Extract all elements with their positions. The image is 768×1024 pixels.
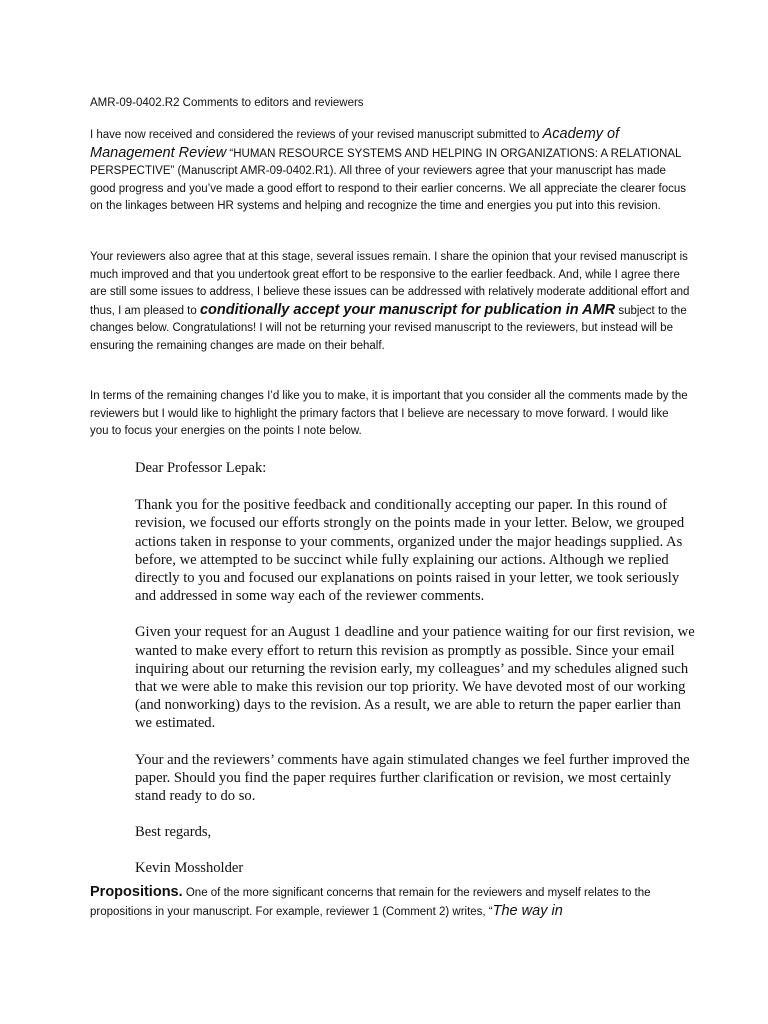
letter-signature: Kevin Mossholder [135, 860, 244, 877]
reviewer-quote: The way in [492, 902, 563, 919]
text-run: One of the more significant concerns that remain for the reviewers and myself relates to the propositions in your manuscript. For example, reviewer 1 (Comment 2) writes, “ [90, 887, 651, 918]
letter-paragraph-2: Given your request for an August 1 deadline and your patience waiting for our first revision, we wanted to make every effort to return this revision as promptly as possible. Since your email inquiring about our returning the revision early, my colleagues’ and my schedules aligned such that we were able to make this revision our top priority. We have devoted most of our working (and nonworking) days to the revision. As a result, we are able to return the paper earlier than we estimated. [135, 624, 695, 732]
propositions-heading: Propositions. [90, 884, 183, 900]
letter-paragraph-3: Your and the reviewers’ comments have again stimulated changes we feel further improved the paper. Should you find the paper requires further clarification or revision, we most certainly stand ready to do so. [135, 751, 690, 805]
propositions-section [90, 884, 690, 921]
paragraph-text: In terms of the remaining changes I’d like you to make, it is important that you consider all the comments made by the reviewers but I would like to highlight the primary factors that I believe are necessary to move forward. I would like you to focus your energies on the points I note below. [90, 390, 688, 438]
editor-paragraph-3 [90, 388, 690, 441]
editor-paragraph-1 [90, 126, 690, 216]
text-run: subject to the changes below. Congratulations! I will not be returning your revised manuscript to the reviewers, but instead will be ensuring the remaining changes are made on their behalf. [90, 304, 687, 352]
author-reply-letter [135, 459, 695, 878]
editor-paragraph-2 [90, 249, 690, 356]
letter-closing: Best regards, [135, 824, 212, 841]
text-run: Your reviewers also agree that at this stage, several issues remain. I share the opinion that your revised manuscript is much improved and that you undertook great effort to be responsive to the earlier feedback. And, while I agree there are still some issues to address, I believe these issues can be addressed with relatively moderate additional effort and thus, I am pleased to [90, 251, 690, 317]
journal-name: Academy of Management Review [90, 126, 620, 161]
letter-paragraph-1: Thank you for the positive feedback and conditionally accepting our paper. In this round of revision, we focused our efforts strongly on the points made in your letter. Below, we grouped actions taken in response to your comments, organized under the major headings supplied. As before, we attempted to be succinct while fully explaining our actions. Although we replied directly to you and focused our explanations on points raised in your letter, we took seriously and addressed in some way each of the reviewer comments. [135, 497, 685, 605]
paragraph-text [90, 884, 690, 921]
paragraph-text [90, 126, 690, 216]
document-title [90, 95, 690, 113]
conditional-accept-emphasis: conditionally accept your manuscript for publication in AMR [199, 301, 616, 318]
paragraph-text [90, 249, 690, 356]
text-run: “HUMAN RESOURCE SYSTEMS AND HELPING IN ORGANIZATIONS: A RELATIONAL PERSPECTIVE” (Manuscript AMR-09-0402.R1). All three of your reviewers agree that your manuscript has made good progress and you’ve made a good effort to respond to their earlier concerns. We all appreciate the clearer focus on the linkages between HR systems and helping and recognize the time and energies you put into this revision. [90, 147, 687, 213]
text-run: I have now received and considered the reviews of your revised manuscript submitted to [90, 129, 543, 141]
letter-salutation: Dear Professor Lepak: [135, 460, 267, 476]
title-text: AMR-09-0402.R2 Comments to editors and reviewers [90, 97, 364, 109]
